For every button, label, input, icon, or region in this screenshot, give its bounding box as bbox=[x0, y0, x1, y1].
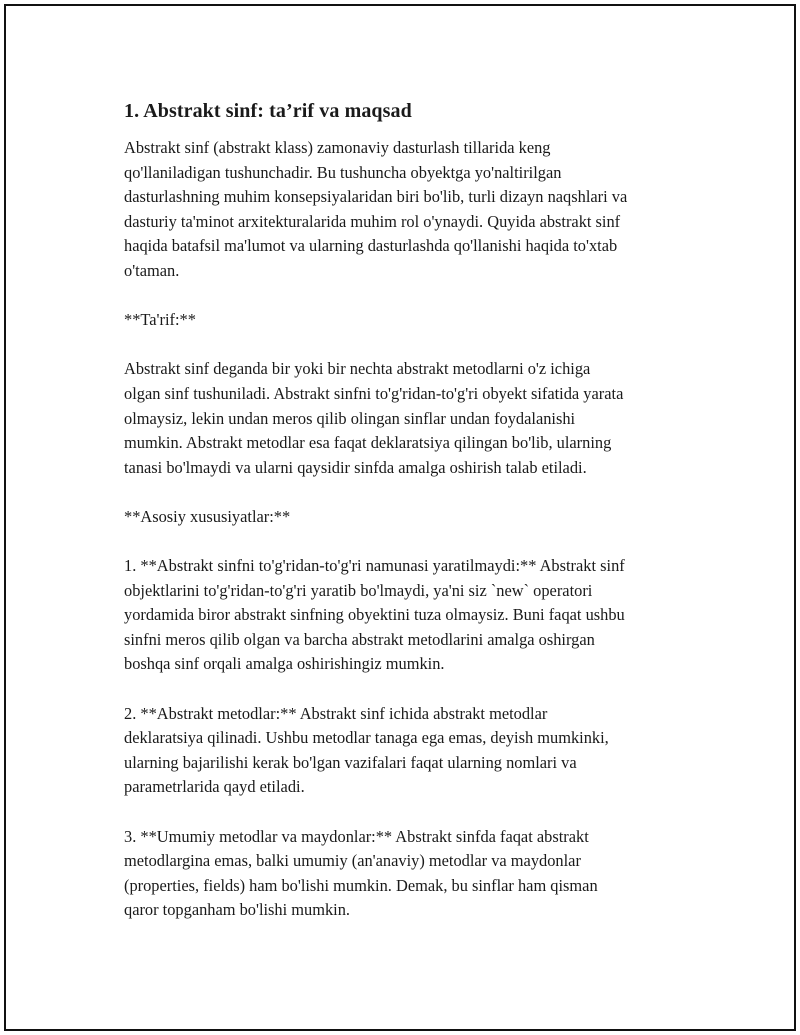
text-line: (properties, fields) ham bo'lishi mumkin. Demak, bu sinflar ham qisman bbox=[124, 875, 598, 895]
text-line: dasturlashning muhim konsepsiyalaridan biri bo'lib, turli dizayn naqshlari va bbox=[124, 187, 628, 207]
text-line: boshqa sinf orqali amalga oshirishingiz mumkin. bbox=[124, 654, 445, 674]
text-line: olgan sinf tushuniladi. Abstrakt sinfni to'g'ridan-to'g'ri obyekt sifatida yarata bbox=[124, 383, 624, 403]
intro-paragraph bbox=[124, 136, 704, 284]
text-line: 2. **Abstrakt metodlar:** Abstrakt sinf ichida abstrakt metodlar bbox=[124, 703, 548, 723]
text-line: 1. **Abstrakt sinfni to'g'ridan-to'g'ri namunasi yaratilmaydi:** Abstrakt sinf bbox=[124, 556, 625, 576]
text-line: 3. **Umumiy metodlar va maydonlar:** Abstrakt sinfda faqat abstrakt bbox=[124, 826, 589, 846]
text-line: **Asosiy xususiyatlar:** bbox=[124, 506, 291, 526]
text-line: qaror topganham bo'lishi mumkin. bbox=[124, 900, 351, 920]
feature-item-1 bbox=[124, 554, 704, 677]
text-line: olmaysiz, lekin undan meros qilib olingan sinflar undan foydalanishi bbox=[124, 408, 576, 428]
page-frame bbox=[4, 4, 796, 1031]
text-line: metodlargina emas, balki umumiy (an'anaviy) metodlar va maydonlar bbox=[124, 851, 581, 871]
text-line: tanasi bo'lmaydi va ularni qaysidir sinfda amalga oshirish talab etiladi. bbox=[124, 457, 587, 477]
text-line: Abstrakt sinf (abstrakt klass) zamonaviy dasturlash tillarida keng bbox=[124, 138, 551, 157]
section-heading: 1. Abstrakt sinf: ta’rif va maqsad bbox=[124, 100, 412, 122]
text-line: parametrlarida qayd etiladi. bbox=[124, 777, 305, 797]
text-line: sinfni meros qilib olgan va barcha abstrakt metodlarini amalga oshirgan bbox=[124, 629, 595, 649]
text-line: o'taman. bbox=[124, 260, 180, 280]
text-line: qo'llaniladigan tushunchadir. Bu tushuncha obyektga yo'naltirilgan bbox=[124, 162, 562, 182]
definition-label bbox=[124, 308, 704, 333]
feature-item-3 bbox=[124, 825, 704, 923]
text-line: Abstrakt sinf deganda bir yoki bir nechta abstrakt metodlarni o'z ichiga bbox=[124, 359, 591, 379]
text-line: dasturiy ta'minot arxitekturalarida muhim rol o'ynaydi. Quyida abstrakt sinf bbox=[124, 211, 621, 231]
features-label bbox=[124, 505, 704, 530]
text-line: deklaratsiya qilinadi. Ushbu metodlar tanaga ega emas, deyish mumkinki, bbox=[124, 728, 609, 748]
text-line: yordamida biror abstrakt sinfning obyektini tuza olmaysiz. Buni faqat ushbu bbox=[124, 605, 625, 625]
text-line: haqida batafsil ma'lumot va ularning dasturlashda qo'llanishi haqida to'xtab bbox=[124, 236, 618, 256]
definition-paragraph bbox=[124, 357, 704, 480]
text-line: mumkin. Abstrakt metodlar esa faqat deklaratsiya qilingan bo'lib, ularning bbox=[124, 433, 612, 453]
feature-item-2 bbox=[124, 702, 704, 800]
text-line: objektlarini to'g'ridan-to'g'ri yaratib bo'lmaydi, ya'ni siz `new` operatori bbox=[124, 580, 593, 600]
text-line: ularning bajarilishi kerak bo'lgan vazifalari faqat ularning nomlari va bbox=[124, 752, 577, 772]
text-line: **Ta'rif:** bbox=[124, 310, 196, 330]
document-content bbox=[124, 98, 704, 948]
